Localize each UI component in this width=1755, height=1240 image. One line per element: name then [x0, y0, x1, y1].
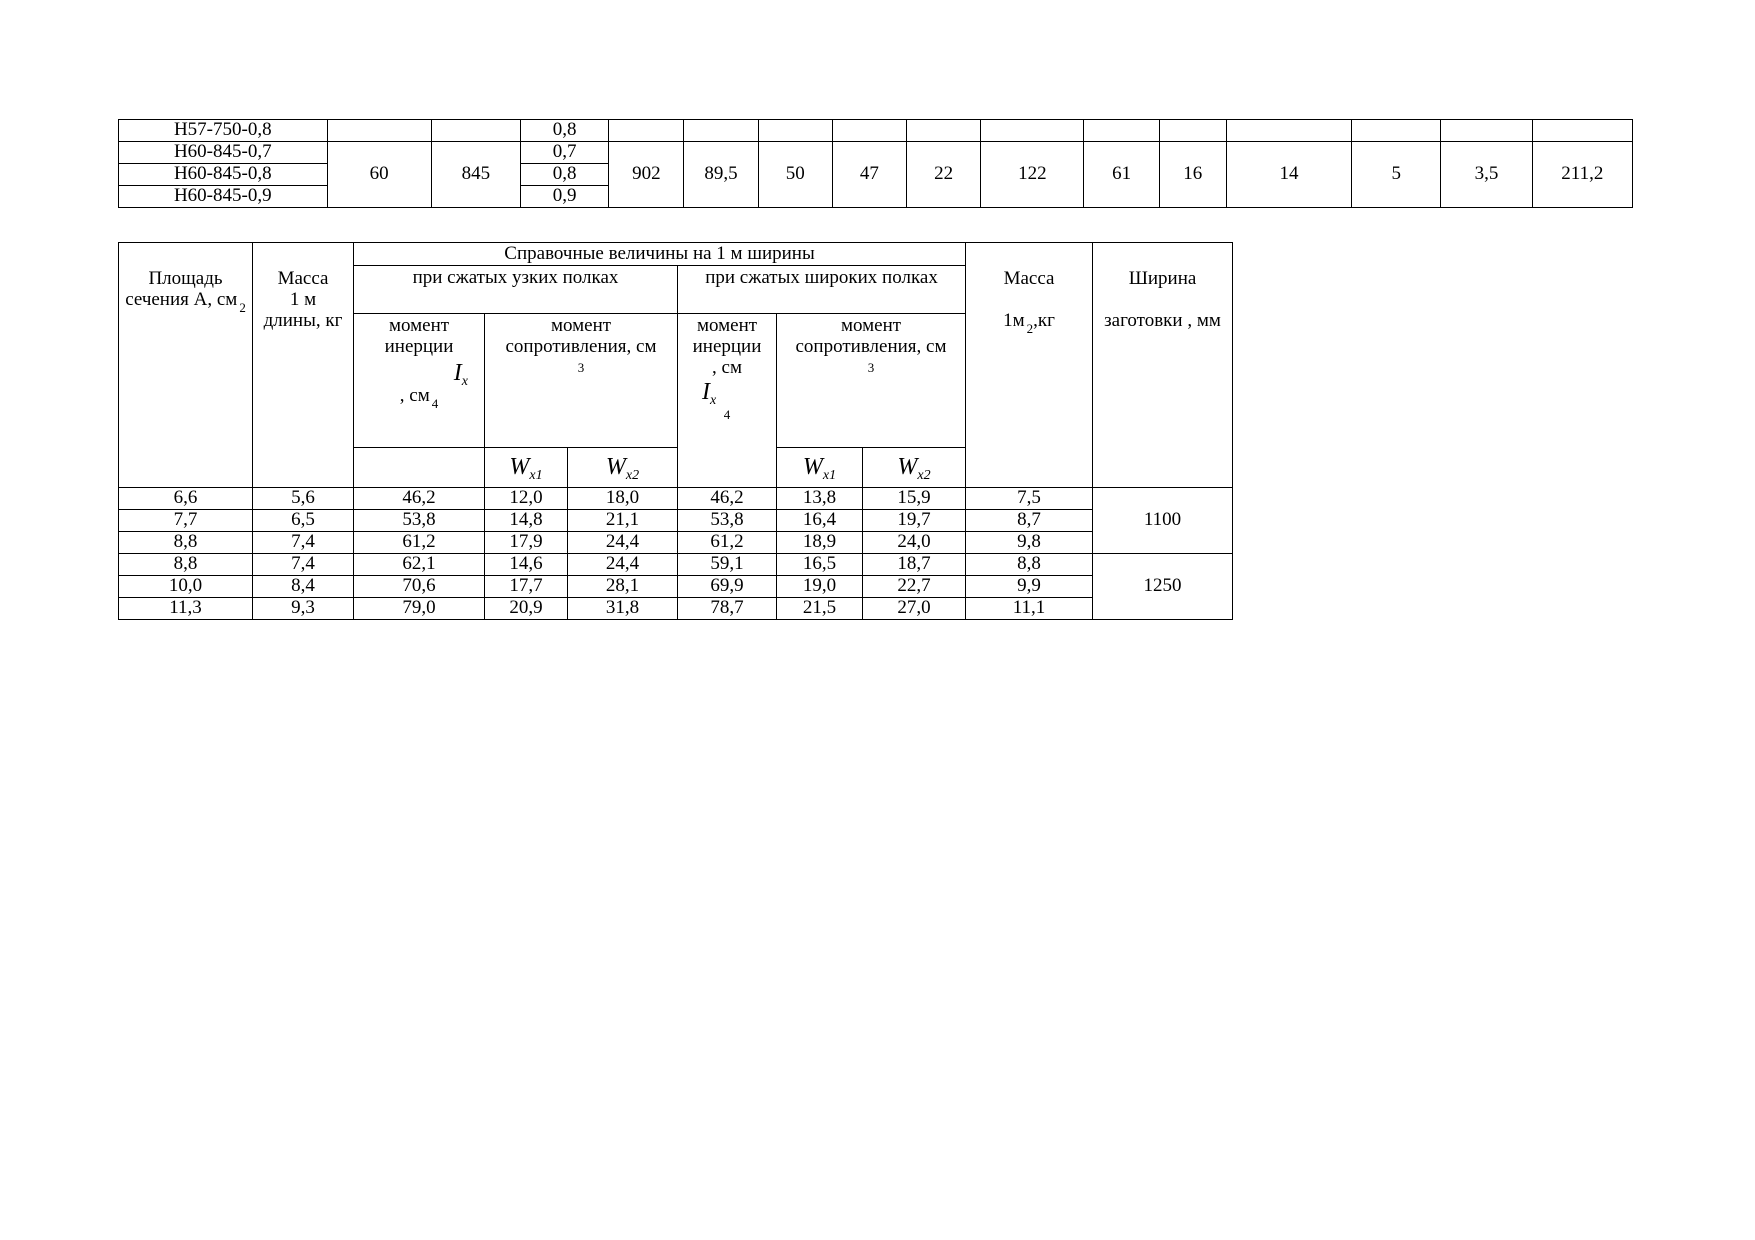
table-cell: 9,8: [966, 532, 1093, 554]
table-cell: 46,2: [678, 488, 777, 510]
table-cell: 19,0: [777, 576, 863, 598]
table-row: [119, 576, 1233, 598]
table-cell: 9,9: [966, 576, 1093, 598]
header-narrow-flanges: при сжатых узких полках: [354, 266, 678, 314]
table-cell: 28,1: [568, 576, 678, 598]
table-cell: 5: [1352, 142, 1441, 208]
table-cell: 24,0: [863, 532, 966, 554]
table-cell: 18,7: [863, 554, 966, 576]
profile-name: Н57-750-0,8: [119, 120, 328, 142]
table-cell: 61: [1084, 142, 1159, 208]
header-section-modulus-narrow: момент сопротивления, см 3: [485, 314, 678, 448]
table-cell: 14,8: [485, 510, 568, 532]
table-cell: 53,8: [678, 510, 777, 532]
table-cell: 6,6: [119, 488, 253, 510]
table-cell: 8,7: [966, 510, 1093, 532]
header-wide-flanges: при сжатых широких полках: [678, 266, 966, 314]
table-cell: 14: [1226, 142, 1351, 208]
table-cell: 16: [1159, 142, 1226, 208]
profile-thickness: 0,8: [521, 164, 609, 186]
table-cell: 70,6: [354, 576, 485, 598]
reference-values-table: [118, 242, 1233, 620]
table-cell: 12,0: [485, 488, 568, 510]
profile-name: Н60-845-0,7: [119, 142, 328, 164]
header-group-title: Справочные величины на 1 м ширины: [354, 243, 966, 266]
table-cell: 902: [609, 142, 684, 208]
table-cell: 8,8: [119, 554, 253, 576]
profile-thickness: 0,9: [521, 186, 609, 208]
table-cell: 21,1: [568, 510, 678, 532]
table-cell: 1100: [1093, 488, 1233, 554]
table-cell: 6,5: [253, 510, 354, 532]
header-wx1-wide: $W_{x1}$: [777, 448, 863, 488]
profiles-table: [118, 119, 1633, 208]
header-wx2-wide: $W_{x2}$: [863, 448, 966, 488]
header-blank-width: Ширина заготовки , мм: [1093, 243, 1233, 488]
table-cell: 7,5: [966, 488, 1093, 510]
table-row: [119, 598, 1233, 620]
table-cell: 122: [981, 142, 1084, 208]
table-cell: 22,7: [863, 576, 966, 598]
table-cell: 27,0: [863, 598, 966, 620]
table-cell: 50: [758, 142, 832, 208]
profile-thickness: 0,8: [521, 120, 609, 142]
header-row: [119, 243, 1233, 266]
table-cell: 20,9: [485, 598, 568, 620]
profile-thickness: 0,7: [521, 142, 609, 164]
table-cell: 7,4: [253, 532, 354, 554]
table-cell: 5,6: [253, 488, 354, 510]
table-row: [119, 554, 1233, 576]
table-cell: 211,2: [1532, 142, 1632, 208]
table-cell: 78,7: [678, 598, 777, 620]
table-cell: 61,2: [354, 532, 485, 554]
table-cell: 31,8: [568, 598, 678, 620]
table-cell: 13,8: [777, 488, 863, 510]
header-wx2-narrow: $W_{x2}$: [568, 448, 678, 488]
table-cell: 15,9: [863, 488, 966, 510]
table-cell: 8,8: [119, 532, 253, 554]
table-row: [119, 532, 1233, 554]
table-row: [119, 488, 1233, 510]
table-cell: 7,7: [119, 510, 253, 532]
table-cell: 19,7: [863, 510, 966, 532]
table-cell: 16,5: [777, 554, 863, 576]
table-row: [119, 120, 1633, 142]
header-narrow-empty: [354, 448, 485, 488]
table-cell: 1250: [1093, 554, 1233, 620]
table-cell: 8,8: [966, 554, 1093, 576]
table-cell: 11,1: [966, 598, 1093, 620]
table-cell: 21,5: [777, 598, 863, 620]
table-cell: 22: [907, 142, 981, 208]
table-cell: 14,6: [485, 554, 568, 576]
table-cell: 11,3: [119, 598, 253, 620]
table-cell: 53,8: [354, 510, 485, 532]
table-cell: 62,1: [354, 554, 485, 576]
table-cell: 46,2: [354, 488, 485, 510]
header-mass-per-length: Масса 1 м длины, кг: [253, 243, 354, 488]
table-cell: 16,4: [777, 510, 863, 532]
profile-name: Н60-845-0,8: [119, 164, 328, 186]
table-cell: 8,4: [253, 576, 354, 598]
table-cell: 79,0: [354, 598, 485, 620]
table-cell: 69,9: [678, 576, 777, 598]
header-moment-of-inertia-narrow: момент инерции $I_x$ , см $_4$: [354, 314, 485, 448]
header-mass-per-area: Масса 1м $_2$,кг: [966, 243, 1093, 488]
table-cell: 89,5: [684, 142, 758, 208]
table-cell: 24,4: [568, 532, 678, 554]
table-cell: 59,1: [678, 554, 777, 576]
table-cell: 18,0: [568, 488, 678, 510]
header-moment-of-inertia-wide: момент инерции , см $I_x$ 4: [678, 314, 777, 488]
table-cell: 24,4: [568, 554, 678, 576]
table-row: [119, 510, 1233, 532]
table-row: [119, 142, 1633, 164]
table-cell: 845: [431, 142, 520, 208]
table-cell: 18,9: [777, 532, 863, 554]
table-cell: 10,0: [119, 576, 253, 598]
table-cell: 47: [832, 142, 906, 208]
table-cell: 17,9: [485, 532, 568, 554]
profile-name: Н60-845-0,9: [119, 186, 328, 208]
table-cell: 60: [327, 142, 431, 208]
table-cell: 9,3: [253, 598, 354, 620]
header-area: Площадь сечения А, см $_2$: [119, 243, 253, 488]
table-cell: 3,5: [1441, 142, 1532, 208]
table-cell: 7,4: [253, 554, 354, 576]
table-cell: 17,7: [485, 576, 568, 598]
table-cell: 61,2: [678, 532, 777, 554]
header-section-modulus-wide: момент сопротивления, см 3: [777, 314, 966, 448]
header-wx1-narrow: $W_{x1}$: [485, 448, 568, 488]
